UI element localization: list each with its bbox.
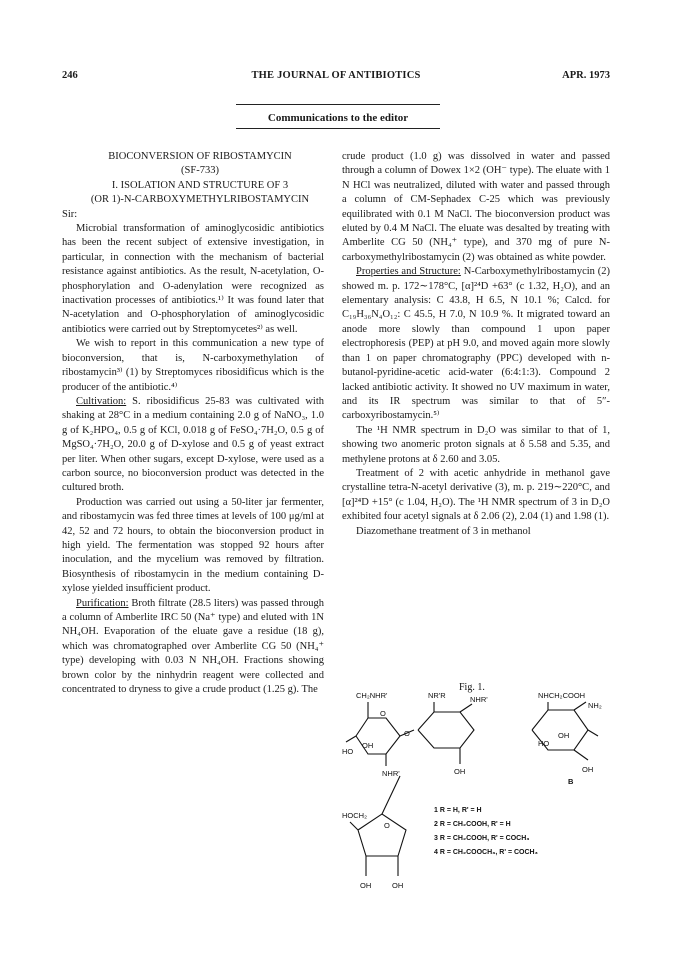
paragraph-heading: Purification: <box>76 597 129 609</box>
paragraph-text: Diazomethane treatment of 3 in methanol <box>356 525 531 537</box>
paragraph-text: Broth filtrate (28.5 liters) was passed through a column of Amberlite IRC 50 (Na⁺ type) and eluted with 1N NH₄OH. Evaporation of the eluate gave a residue (18 g), which was chromatographed over Amberlite CG 50 (NH₄⁺ type) developing with 0.03 N NH₄OH. Fractions showing brown color by the ninhydrin reagent were collected and concentrated to dryness to give a crude product (1.25 g). The <box>62 597 324 696</box>
left-column <box>62 150 324 697</box>
label-hoch2: HOCH₂ <box>342 811 367 820</box>
paragraph-text: crude product (1.0 g) was dissolved in water and passed through a column of Dowex 1×2 (OH⁻ type). The eluate with 1 N HCl was neutralized, diluted with water and passed through a column of CM-Sephadex C-25 which was previously equilibrated with 0.1 M NaCl. The bioconversion product was eluted by 0.4 M NaCl. The eluate was desalted by treating with Amberlite CG 50 (NH₄⁺ type), and 370 mg of pure N-carboxymethylribostamycin (2) was obtained as white powder. <box>342 151 610 263</box>
paragraph-text: Microbial transformation of aminoglycosidic antibiotics has been the recent subject of extensive investigation, in particular, in connection with the mechanism of bacterial resistance against antibiotics. As the result, N-acetylation, O-phosphorylation and O-adenylation were recognized as inactivation processes of antibiotics.¹⁾ It was found later that N-acetylation and O-phosphorylation of aminoglycosidic antibiotics were carried out by Streptomycetes²⁾ as well. <box>62 223 324 335</box>
paragraph <box>342 467 610 525</box>
paragraph <box>62 222 324 337</box>
legend-3: 3 R = CH₂COOH, R' = COCH₃ <box>434 835 530 842</box>
label-oh-b: OH <box>454 767 466 776</box>
section-title: Communications to the editor <box>267 112 409 124</box>
structure-diagram <box>342 680 610 910</box>
label-oh-e: OH <box>360 881 372 890</box>
label-oh-d: OH <box>582 765 594 774</box>
paragraph <box>342 525 610 539</box>
article-title-line2: (SF-733) <box>181 165 219 177</box>
salutation: Sir: <box>62 208 78 220</box>
paragraph <box>342 424 610 467</box>
article-subtitle-line2: (OR 1)-N-CARBOXYMETHYLRIBOSTAMYCIN <box>90 194 310 206</box>
label-nhch2cooh: NHCH₂COOH <box>538 691 586 700</box>
paragraph-text: We wish to report in this communication a new type of bioconversion, that is, N-carboxymethylation of ribostamycin³⁾ (1) by Streptomyces ribosidificus which is the producer of the antibiotic.⁴⁾ <box>62 338 324 393</box>
figure-caption: Fig. 1. <box>459 682 485 693</box>
running-header <box>62 70 610 86</box>
journal-name: THE JOURNAL OF ANTIBIOTICS <box>251 70 421 81</box>
paragraph <box>62 337 324 395</box>
label-oh-c: OH <box>558 731 570 740</box>
label-o-link: O <box>404 729 410 738</box>
label-nhr-b: NHR' <box>382 769 400 778</box>
compound-legend <box>434 807 538 856</box>
label-nh2: NH₂ <box>588 701 602 710</box>
label-compound-b: B <box>568 777 574 786</box>
article-title-line1: BIOCONVERSION OF RIBOSTAMYCIN <box>108 151 292 162</box>
article-subtitle-line1: I. ISOLATION AND STRUCTURE OF 3 <box>111 179 289 191</box>
paragraph <box>62 496 324 597</box>
paragraph-text: The ¹H NMR spectrum in D₂O was similar to that of 1, showing two anomeric proton signals at δ 5.58 and 5.35, and methylene protons at δ 2.60 and 3.05. <box>342 424 610 465</box>
label-ho-c: HO <box>538 739 550 748</box>
label-nrr: NR'R <box>428 691 446 700</box>
figure-1 <box>342 680 610 910</box>
paragraph-text: S. ribosidificus 25-83 was cultivated with shaking at 28°C in a medium containing 2.0 g of NaNO₃, 1.0 g of K₂HPO₄, 0.5 g of KCl, 0.018 g of FeSO₄·7H₂O, 0.5 g of MgSO₄·7H₂O, 20.0 g of D-xylose and 0.5 g of yeast extract per liter. When other sugars, except D-xylose, were used as a carbon source, no bioconversion product was detected in the cultured broth. <box>62 395 324 494</box>
label-oh-f: OH <box>392 881 404 890</box>
label-o-ring-a: O <box>380 709 386 718</box>
label-nhr-a: NHR' <box>470 695 488 704</box>
paragraph-text: N-Carboxymethylribostamycin (2) showed m. p. 172∼178°C, [α]²⁴D +63° (c 1.32, H₂O), and an elementary analysis: C 43.8, H 6.5, N 10.1 %; Calcd. for C₁₉H₃₆N₄O₁₂: C 45.5, H 7.0, N 10.9 %. It migrated toward an anode more slowly than compound 1 upon paper electrophoresis (PEP) at pH 9.0, and moved again more slowly than 1 on paper chromatography (PPC) developed with n-butanol-pyridine-acetic acid-water (6:4:1:3). Compound 2 lacked antibiotic activity. It showed no UV maximum in water, and its IR spectrum was similar to that of 5″-carboxyribostamycin.⁵⁾ <box>342 266 611 422</box>
paragraph-heading: Cultivation: <box>76 395 127 407</box>
paragraph-text: Treatment of 2 with acetic anhydride in methanol gave crystalline tetra-N-acetyl derivative (3), m. p. 219∼220°C, and [α]²⁴D +15° (c 1.04, H₂O). The ¹H NMR spectrum of 3 in D₂O exhibited four acetyl signals at δ 2.06 (2), 2.04 (1) and 1.98 (1). <box>342 467 610 523</box>
section-rule-top <box>236 104 440 105</box>
ring-b <box>418 702 474 764</box>
issue-date: APR. 1973 <box>562 70 610 81</box>
paragraph <box>342 150 610 265</box>
paragraph <box>62 597 324 698</box>
left-body-text <box>62 222 324 697</box>
label-ch2nhr: CH₂NHR' <box>356 691 388 700</box>
legend-2: 2 R = CH₂COOH, R' = H <box>434 821 511 828</box>
legend-1: 1 R = H, R' = H <box>434 807 482 814</box>
paragraph <box>62 395 324 496</box>
paragraph-heading: Properties and Structure: <box>356 266 461 278</box>
page-number: 246 <box>62 70 78 81</box>
paragraph <box>342 265 610 423</box>
label-oh-a: OH <box>362 741 374 750</box>
right-body-text <box>342 150 610 539</box>
legend-4: 4 R = CH₂COOCH₃, R' = COCH₃ <box>434 849 538 856</box>
right-column <box>342 150 610 539</box>
label-ho-a: HO <box>342 747 354 756</box>
paragraph-text: Production was carried out using a 50-liter jar fermenter, and ribostamycin was fed three times at levels of 100 μg/ml at 42, 52 and 72 hours, to obtain the bioconversion product in high yield. The fermentation was stopped 92 hours after inoculation, and the mycelium was removed by filtration. Biosynthesis of ribostamycin in the medium containing D-xylose yielded insufficient product. <box>62 496 324 595</box>
section-rule-bottom <box>236 128 440 129</box>
label-o-ribose: O <box>384 821 390 830</box>
ring-d <box>350 776 406 876</box>
